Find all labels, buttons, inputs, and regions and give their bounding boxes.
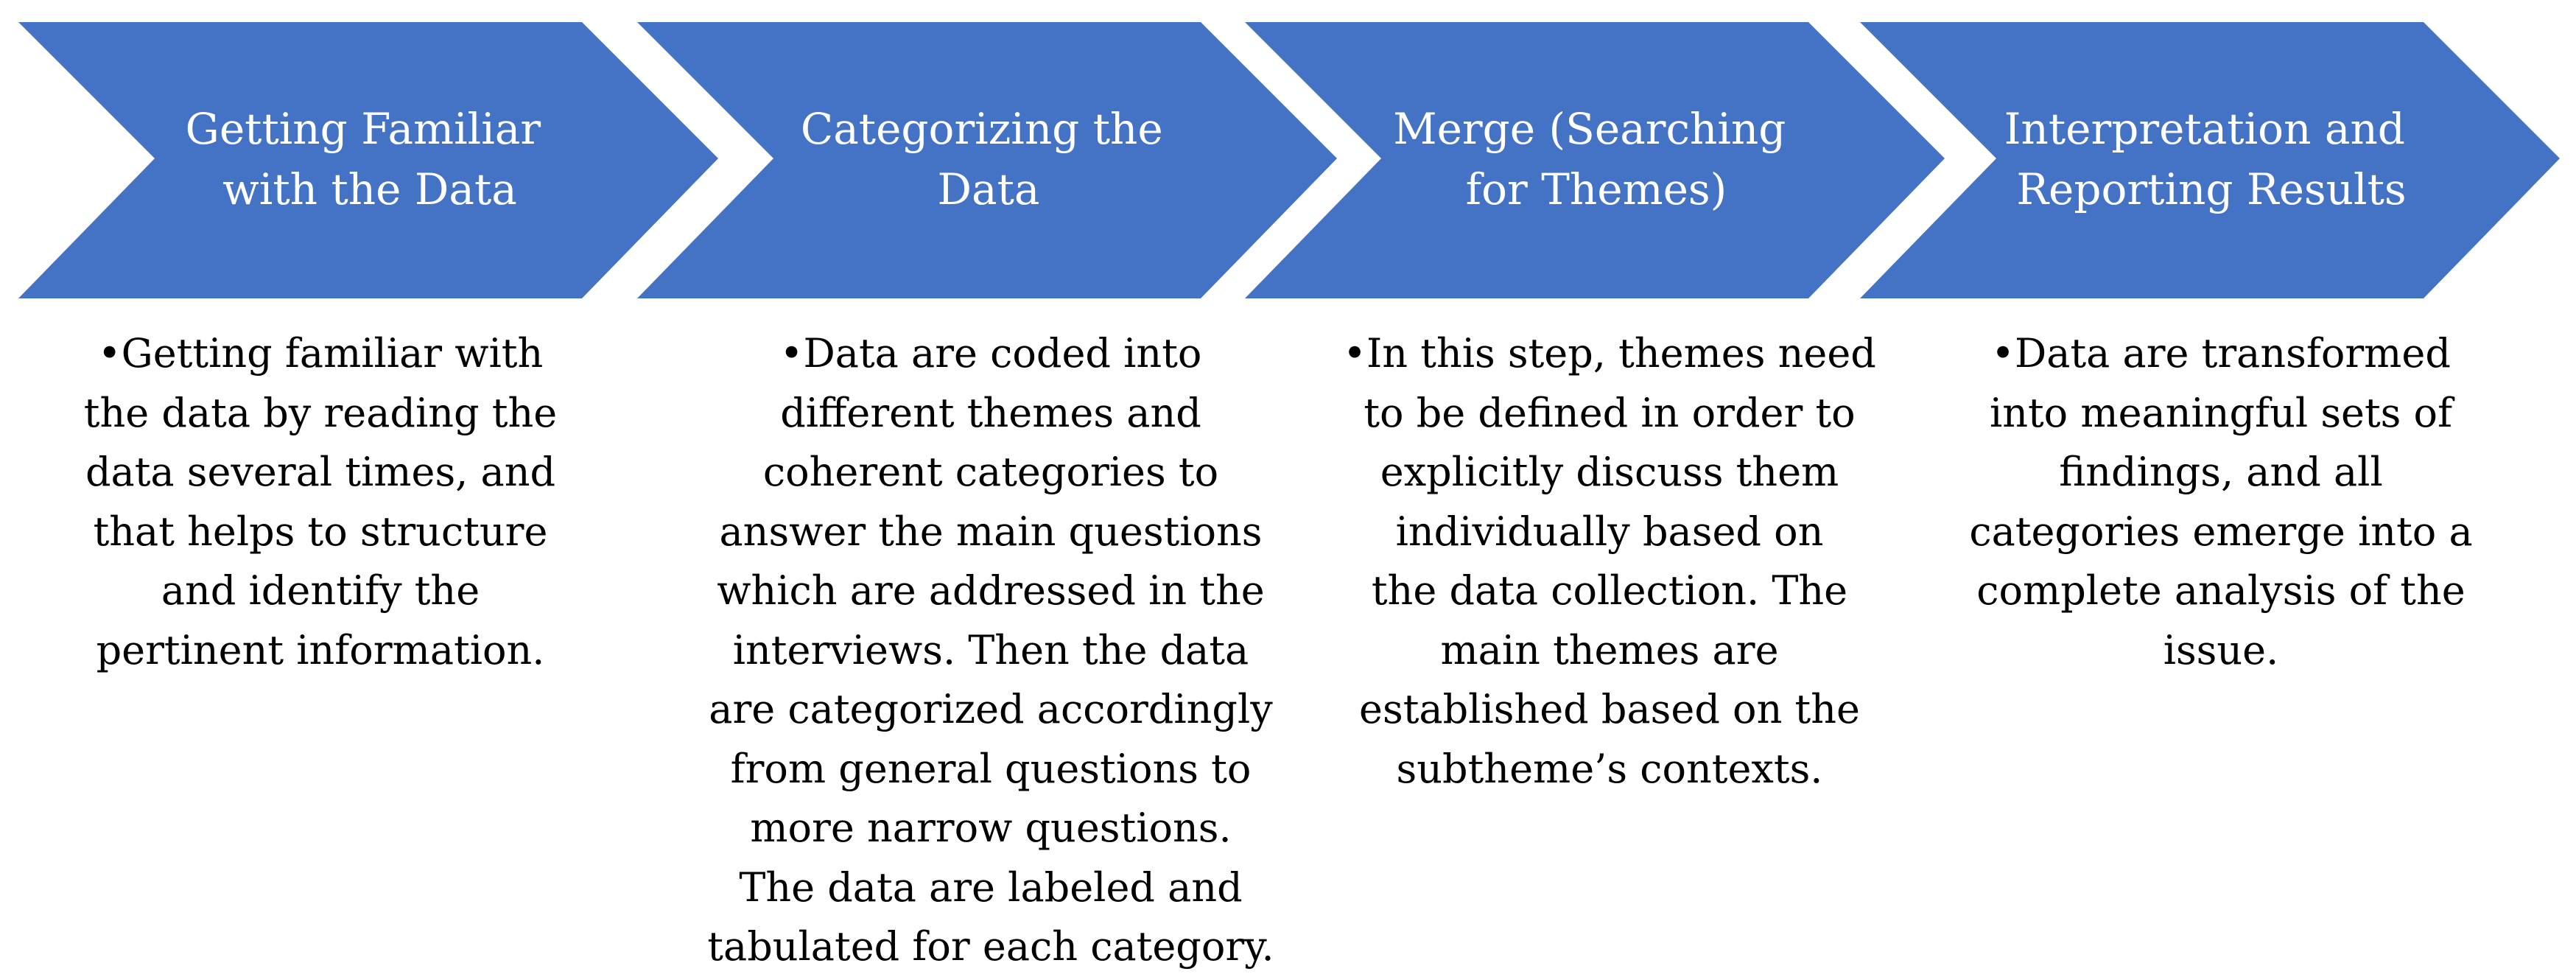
bullet-icon: • <box>1343 330 1366 377</box>
description-line: •Getting familiar with <box>97 330 544 377</box>
description-line: individually based on <box>1395 508 1824 555</box>
description-line: which are addressed in the <box>717 567 1265 614</box>
step-2-title-line-1: Categorizing the <box>800 104 1163 154</box>
description-line: complete analysis of the <box>1976 567 2466 614</box>
step-4-title-line-2: Reporting Results <box>2016 164 2407 214</box>
step-1-title-line-1: Getting Familiar <box>185 104 541 154</box>
step-1-title-line-2: with the Data <box>222 164 517 214</box>
description-line: the data by reading the <box>83 389 558 436</box>
description-line: more narrow questions. <box>750 805 1232 851</box>
description-line: to be defined in order to <box>1364 389 1856 436</box>
bullet-icon: • <box>1991 330 2015 377</box>
description-line: answer the main questions <box>719 508 1263 555</box>
step-1-chevron <box>18 22 718 298</box>
description-line: •Data are coded into <box>779 330 1202 377</box>
description-line: findings, and all <box>2059 449 2383 495</box>
description-line: established based on the <box>1359 686 1860 732</box>
chevron-arrow-shape <box>18 22 718 298</box>
step-1-description <box>33 324 608 680</box>
description-line: coherent categories to <box>762 449 1219 495</box>
description-line: subtheme’s contexts. <box>1396 745 1823 792</box>
chevron-arrow-shape <box>1860 22 2560 298</box>
description-line: The data are labeled and <box>739 864 1243 911</box>
step-3-title-line-2: for Themes) <box>1465 164 1727 214</box>
description-line: different themes and <box>780 389 1201 436</box>
description-line: interviews. Then the data <box>732 626 1249 673</box>
chevron-arrow-shape <box>637 22 1337 298</box>
step-3-description <box>1322 324 1897 799</box>
description-line: explicitly discuss them <box>1380 449 1839 495</box>
step-2-description <box>703 324 1278 977</box>
step-3-chevron <box>1245 22 1945 298</box>
chevron-arrow-shape <box>1245 22 1945 298</box>
step-4-description <box>1934 324 2508 680</box>
description-line: •In this step, themes need <box>1343 330 1876 377</box>
step-3-title-line-1: Merge (Searching <box>1393 104 1786 154</box>
description-line: and identify the <box>161 567 480 614</box>
description-line: data several times, and <box>85 449 556 495</box>
description-line: issue. <box>2163 626 2279 673</box>
description-line: from general questions to <box>730 745 1252 792</box>
description-line: categories emerge into a <box>1969 508 2473 555</box>
description-line: into meaningful sets of <box>1989 389 2453 436</box>
bullet-icon: • <box>779 330 804 377</box>
bullet-icon: • <box>97 330 122 377</box>
step-4-title-line-1: Interpretation and <box>2004 104 2405 154</box>
step-2-title-line-2: Data <box>937 164 1040 214</box>
description-line: pertinent information. <box>96 626 545 673</box>
description-line: •Data are transformed <box>1991 330 2451 377</box>
description-line: main themes are <box>1440 626 1779 673</box>
step-2-chevron <box>637 22 1337 298</box>
description-line: that helps to structure <box>93 508 548 555</box>
description-line: are categorized accordingly <box>709 686 1273 732</box>
description-line: the data collection. The <box>1371 567 1848 614</box>
description-line: tabulated for each category. <box>707 923 1274 970</box>
step-4-chevron <box>1860 22 2560 298</box>
